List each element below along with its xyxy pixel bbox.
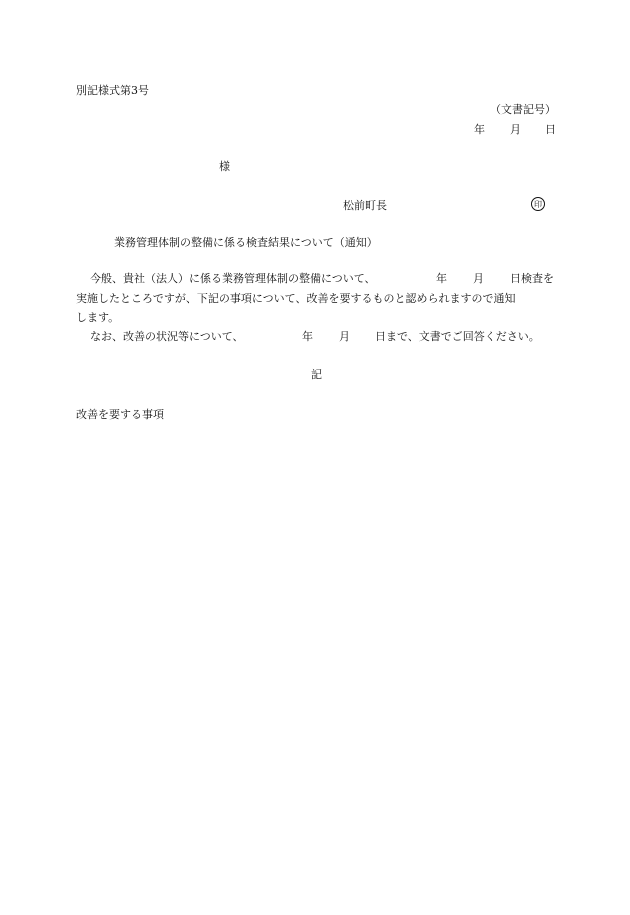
body-paragraph-1-line-3: します。	[76, 311, 120, 324]
para2-lead-text: なお、改善の状況等について、	[90, 330, 244, 343]
para1-month-label: 月	[473, 272, 484, 285]
ki-heading: 記	[311, 368, 322, 381]
seal-mark: 印	[531, 197, 545, 211]
para1-lead-text: 今般、貴社（法人）に係る業務管理体制の整備について、	[90, 272, 376, 285]
date-day-label: 日	[545, 123, 556, 136]
para1-tail-text: 日検査を	[510, 272, 554, 285]
sender-name: 松前町長	[343, 199, 387, 212]
improvement-items-heading: 改善を要する事項	[76, 408, 164, 421]
document-subject: 業務管理体制の整備に係る検査結果について（通知）	[114, 236, 378, 249]
para2-month-label: 月	[339, 330, 350, 343]
form-number: 別記様式第3号	[76, 84, 149, 97]
date-year-label: 年	[474, 123, 485, 136]
date-month-label: 月	[510, 123, 521, 136]
addressee-honorific: 様	[219, 160, 230, 173]
document-number: （文書記号）	[490, 103, 556, 116]
para1-year-label: 年	[436, 272, 447, 285]
body-paragraph-1-line-2: 実施したところですが、下記の事項について、改善を要するものと認められますので通知	[76, 292, 516, 305]
para2-year-label: 年	[302, 330, 313, 343]
para2-tail-text: 日まで、文書でご回答ください。	[375, 330, 540, 343]
